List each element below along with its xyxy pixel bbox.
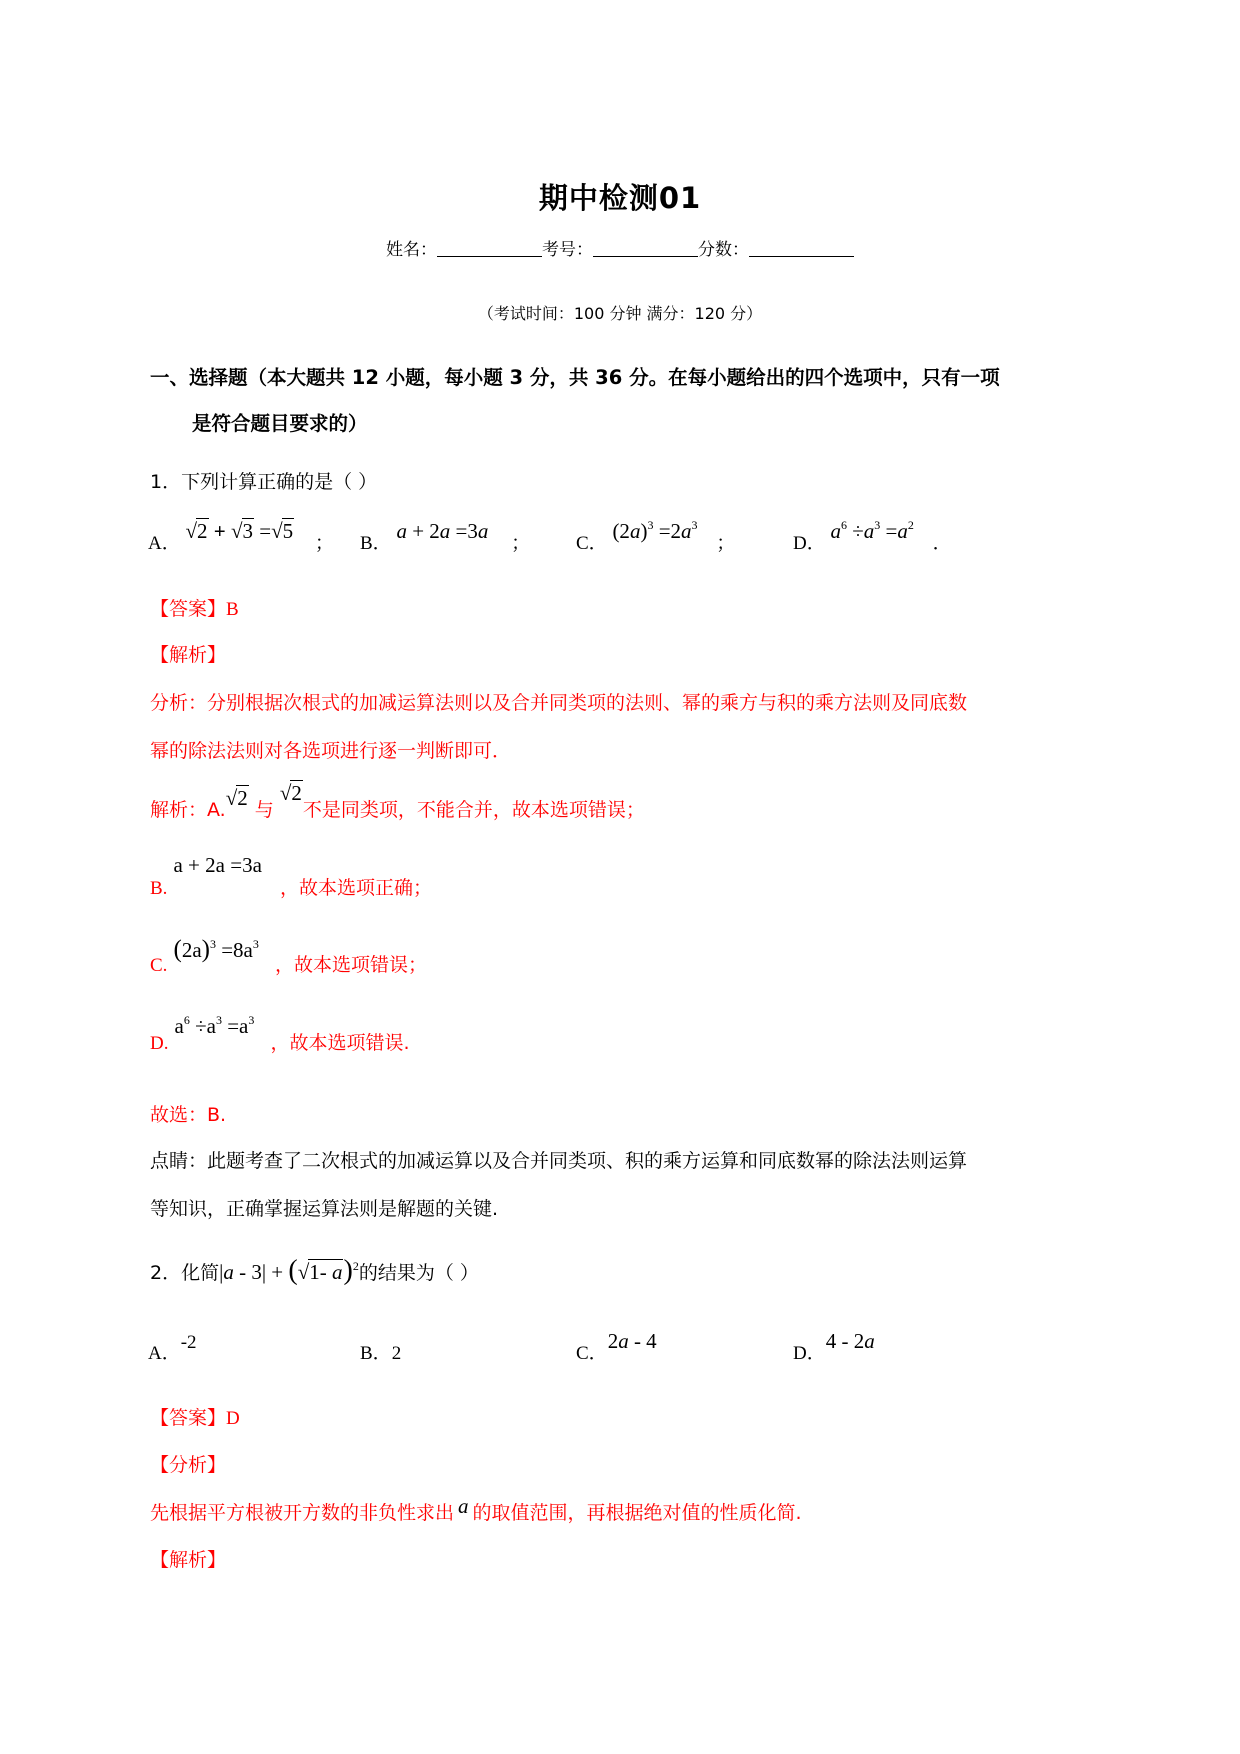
option-d[interactable] — [793, 518, 952, 555]
option-c-expr: $(2a)^3 =2a^3$ — [612, 518, 698, 543]
solution-c — [150, 936, 427, 978]
option-sep: ； — [716, 533, 736, 554]
option-label: B． — [360, 1343, 392, 1364]
solution-a — [150, 781, 645, 822]
analysis-line-2: 幂的除法法则对各选项进行逐一判断即可． — [150, 740, 512, 762]
question-1-options — [148, 518, 1048, 568]
option-a[interactable] — [148, 519, 334, 555]
option-d[interactable] — [793, 1329, 875, 1365]
solution-b-prefix: B. — [150, 878, 168, 899]
answer-label: 【答案】 — [150, 1407, 227, 1429]
question-text: 下列计算正确的是（ ） — [181, 471, 378, 493]
solution-d — [150, 1013, 410, 1055]
answer-1 — [150, 594, 239, 621]
question-number: 2． — [150, 1262, 182, 1284]
question-1-stem — [150, 467, 377, 494]
question-2-options — [148, 1329, 1048, 1378]
option-sep: ． — [932, 533, 952, 554]
solution-a-mid: 与 — [254, 799, 274, 821]
option-label: D． — [793, 1343, 826, 1364]
section-heading-line1: 一、选择题（本大题共 12 小题，每小题 3 分，共 36 分。在每小题给出的四个选项中，只有一项 — [150, 366, 1000, 389]
question-text-prefix: 化简 — [181, 1262, 220, 1284]
solution-d-expr: $a^6 \div a^3 =a^3$ — [174, 1013, 255, 1038]
comment-line-2: 等知识，正确掌握运算法则是解题的关键. — [150, 1198, 499, 1220]
id-blank[interactable] — [593, 240, 698, 257]
option-d-expr: $a^6 \div a^3 =a^2$ — [830, 518, 914, 543]
option-b[interactable] — [360, 1338, 401, 1365]
option-c-expr: 2a - 4 — [607, 1329, 657, 1353]
solution-label-2: 【解析】 — [150, 1549, 227, 1571]
solution-a-prefix: 解析：A. — [150, 799, 226, 821]
solution-c-expr: $(2a)^3 =8a^3$ — [173, 936, 259, 963]
option-b-expr: a + 2a =3a — [396, 519, 489, 543]
option-b-expr: 2 — [391, 1343, 402, 1364]
analysis-line-1: 分析：分别根据次根式的加减运算法则以及合并同类项的法则、幂的乘方与积的乘方法则及同底数 — [150, 692, 968, 714]
solution-d-text: ，故本选项错误. — [270, 1032, 410, 1054]
option-b[interactable] — [360, 519, 531, 555]
analysis-prefix: 先根据平方根被开方数的非负性求出 — [150, 1502, 455, 1524]
score-blank[interactable] — [749, 240, 854, 257]
option-label: A． — [148, 533, 181, 554]
option-a-expr: √2 + √3 =√5 — [185, 519, 294, 543]
option-label: C． — [576, 1343, 608, 1364]
option-a[interactable] — [148, 1332, 197, 1365]
solution-c-text: ，故本选项错误； — [274, 954, 427, 976]
solution-d-prefix: D. — [150, 1033, 169, 1054]
answer-2 — [150, 1403, 240, 1430]
option-sep: ； — [511, 533, 531, 554]
sqrt2-expr: √2 — [225, 786, 248, 810]
solution-a-text: 不是同类项，不能合并，故本选项错误； — [302, 799, 645, 821]
option-sep: ； — [314, 533, 334, 554]
option-label: D． — [793, 533, 826, 554]
solution-b — [150, 853, 432, 900]
exam-info: （考试时间：100 分钟 满分：120 分） — [477, 304, 763, 323]
analysis-2-text — [150, 1494, 802, 1525]
id-label: 考号： — [542, 240, 593, 260]
solution-choice: 故选：B. — [150, 1104, 227, 1126]
analysis-suffix: 的取值范围，再根据绝对值的性质化简. — [472, 1502, 802, 1524]
analysis-variable: a — [458, 1494, 469, 1518]
option-label: B． — [360, 533, 392, 554]
question-2-stem — [150, 1255, 479, 1287]
option-a-expr: -2 — [180, 1332, 197, 1353]
analysis-label-2: 【分析】 — [150, 1454, 227, 1476]
option-d-expr: 4 - 2a — [825, 1329, 875, 1353]
answer-label: 【答案】 — [150, 598, 227, 620]
solution-b-expr: a + 2a =3a — [173, 853, 262, 877]
analysis-label-1: 【解析】 — [150, 644, 227, 666]
question-text-suffix: 的结果为（ ） — [358, 1262, 479, 1284]
question-number: 1． — [150, 471, 182, 493]
option-label: C． — [576, 533, 608, 554]
question-2-expr: |a - 3| + (√1- a)$^2$ — [219, 1255, 359, 1286]
section-heading-line2: 是符合题目要求的） — [192, 412, 368, 435]
score-label: 分数： — [698, 240, 749, 260]
page-title: 期中检测01 — [538, 181, 702, 215]
answer-value: B — [226, 599, 239, 620]
option-c[interactable] — [576, 1329, 657, 1365]
comment-line-1: 点睛：此题考查了二次根式的加减运算以及合并同类项、积的乘方运算和同底数幂的除法法则运算 — [150, 1150, 968, 1172]
name-label: 姓名： — [386, 240, 437, 260]
option-c[interactable] — [576, 518, 736, 555]
option-label: A． — [148, 1343, 181, 1364]
solution-b-text: ，故本选项正确； — [279, 877, 432, 899]
name-blank[interactable] — [437, 240, 542, 257]
solution-c-prefix: C. — [150, 955, 168, 976]
student-info-fields — [0, 235, 1240, 260]
answer-value: D — [226, 1408, 240, 1429]
sqrt2-expr-2: √2 — [279, 781, 302, 805]
